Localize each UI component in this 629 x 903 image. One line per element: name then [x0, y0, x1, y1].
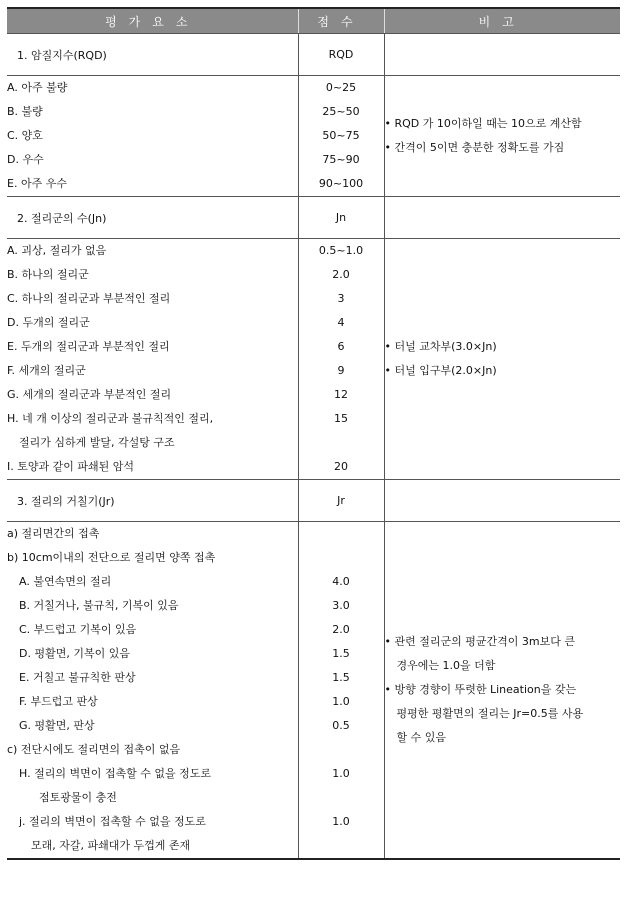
score-value: 1.0 [332, 767, 350, 780]
score-value: 50~75 [322, 129, 360, 142]
list-item: F. 세개의 절리군 [7, 364, 86, 377]
score-value: 2.0 [332, 268, 350, 281]
score-value: 25~50 [322, 105, 360, 118]
score-list [298, 76, 384, 197]
remarks-cell [384, 76, 620, 197]
list-item: 절리가 심하게 발달, 각설탕 구조 [19, 436, 175, 449]
remarks-cell [384, 239, 620, 480]
section-symbol: Jn [298, 197, 384, 239]
score-value: 15 [334, 412, 348, 425]
score-value: 0.5 [332, 719, 350, 732]
score-value: 1.5 [332, 671, 350, 684]
score-value [299, 546, 384, 570]
list-item: a) 절리면간의 접촉 [7, 527, 100, 540]
list-item: C. 부드럽고 기복이 있음 [19, 623, 137, 636]
list-item: H. 네 개 이상의 절리군과 불규칙적인 절리, [7, 412, 214, 425]
list-item: j. 절리의 벽면이 접촉할 수 없을 정도로 [19, 815, 206, 828]
section-title: 2. 절리군의 수(Jn) [7, 197, 298, 239]
section-title: 1. 암질지수(RQD) [7, 34, 298, 76]
remark-line: • 터널 입구부(2.0×Jn) [384, 364, 497, 377]
list-item: A. 불연속면의 절리 [19, 575, 112, 588]
section-symbol: RQD [298, 34, 384, 76]
score-value: 2.0 [332, 623, 350, 636]
score-value: 3.0 [332, 599, 350, 612]
list-item: B. 불량 [7, 105, 43, 118]
score-value: 9 [337, 364, 345, 377]
remarks-cell [384, 522, 620, 860]
remark-line: • 간격이 5이면 충분한 정확도를 가짐 [384, 141, 565, 154]
header-evaluation: 평가요소 [7, 8, 298, 34]
list-item: A. 괴상, 절리가 없음 [7, 244, 107, 257]
score-value [299, 522, 384, 546]
section-jr-body [7, 522, 620, 860]
list-item: E. 거칠고 불규칙한 판상 [19, 671, 136, 684]
remark-line: • RQD 가 10이하일 때는 10으로 계산함 [384, 117, 582, 130]
remark-line: • 방향 경향이 뚜렷한 Lineation을 갖는 [384, 683, 577, 696]
score-value: 1.0 [332, 695, 350, 708]
score-value [299, 431, 384, 455]
list-item: C. 양호 [7, 129, 43, 142]
score-value: 12 [334, 388, 348, 401]
section-remark-empty [384, 34, 620, 76]
score-value [299, 738, 384, 762]
remark-line: • 터널 교차부(3.0×Jn) [384, 340, 497, 353]
list-item: G. 세개의 절리군과 부분적인 절리 [7, 388, 172, 401]
score-value: 90~100 [318, 177, 364, 190]
header-remarks: 비고 [384, 8, 620, 34]
remark-line: • 관련 절리군의 평균간격이 3m보다 큰 [384, 635, 575, 648]
list-item: 점토광물이 충전 [39, 791, 117, 804]
list-item: c) 전단시에도 절리면의 접촉이 없음 [7, 743, 181, 756]
score-value [299, 786, 384, 810]
score-value: 0.5~1.0 [318, 244, 364, 257]
list-item: D. 평활면, 기복이 있음 [19, 647, 130, 660]
section-jr-title-row [7, 480, 620, 522]
remark-line: 평평한 평활면의 절리는 Jr=0.5를 사용 [396, 707, 584, 720]
score-value: 6 [337, 340, 345, 353]
list-item: B. 하나의 절리군 [7, 268, 89, 281]
item-list [7, 239, 298, 480]
score-value: 1.5 [332, 647, 350, 660]
score-value [299, 834, 384, 858]
score-value: 20 [334, 460, 348, 473]
list-item: C. 하나의 절리군과 부분적인 절리 [7, 292, 171, 305]
list-item: F. 부드럽고 판상 [19, 695, 98, 708]
list-item: A. 아주 불량 [7, 81, 68, 94]
score-value: 3 [337, 292, 345, 305]
remark-line: 할 수 있음 [396, 731, 446, 744]
list-item: G. 평활면, 판상 [19, 719, 95, 732]
item-list [7, 522, 298, 860]
remark-line: 경우에는 1.0을 더함 [396, 659, 496, 672]
score-list [298, 522, 384, 860]
score-list [298, 239, 384, 480]
section-jn-title-row [7, 197, 620, 239]
list-item: E. 두개의 절리군과 부분적인 절리 [7, 340, 170, 353]
section-remark-empty [384, 480, 620, 522]
score-value: 4.0 [332, 575, 350, 588]
q-system-table [7, 7, 620, 860]
score-value: 4 [337, 316, 345, 329]
section-rqd-body [7, 76, 620, 197]
header-score: 점수 [298, 8, 384, 34]
list-item: b) 10cm이내의 전단으로 절리면 양쪽 접촉 [7, 551, 216, 564]
list-item: D. 두개의 절리군 [7, 316, 90, 329]
list-item: D. 우수 [7, 153, 44, 166]
table-header [7, 8, 620, 34]
section-title: 3. 절리의 거칠기(Jr) [7, 480, 298, 522]
list-item: 모래, 자갈, 파쇄대가 두껍게 존재 [31, 839, 191, 852]
list-item: H. 절리의 벽면이 접촉할 수 없을 정도로 [19, 767, 211, 780]
score-value: 75~90 [322, 153, 360, 166]
score-value: 0~25 [325, 81, 357, 94]
item-list [7, 76, 298, 197]
list-item: E. 아주 우수 [7, 177, 67, 190]
section-remark-empty [384, 197, 620, 239]
section-jn-body [7, 239, 620, 480]
list-item: I. 토양과 같이 파쇄된 암석 [7, 460, 134, 473]
section-rqd-title-row [7, 34, 620, 76]
score-value: 1.0 [332, 815, 350, 828]
section-symbol: Jr [298, 480, 384, 522]
list-item: B. 거칠거나, 불규칙, 기복이 있음 [19, 599, 179, 612]
